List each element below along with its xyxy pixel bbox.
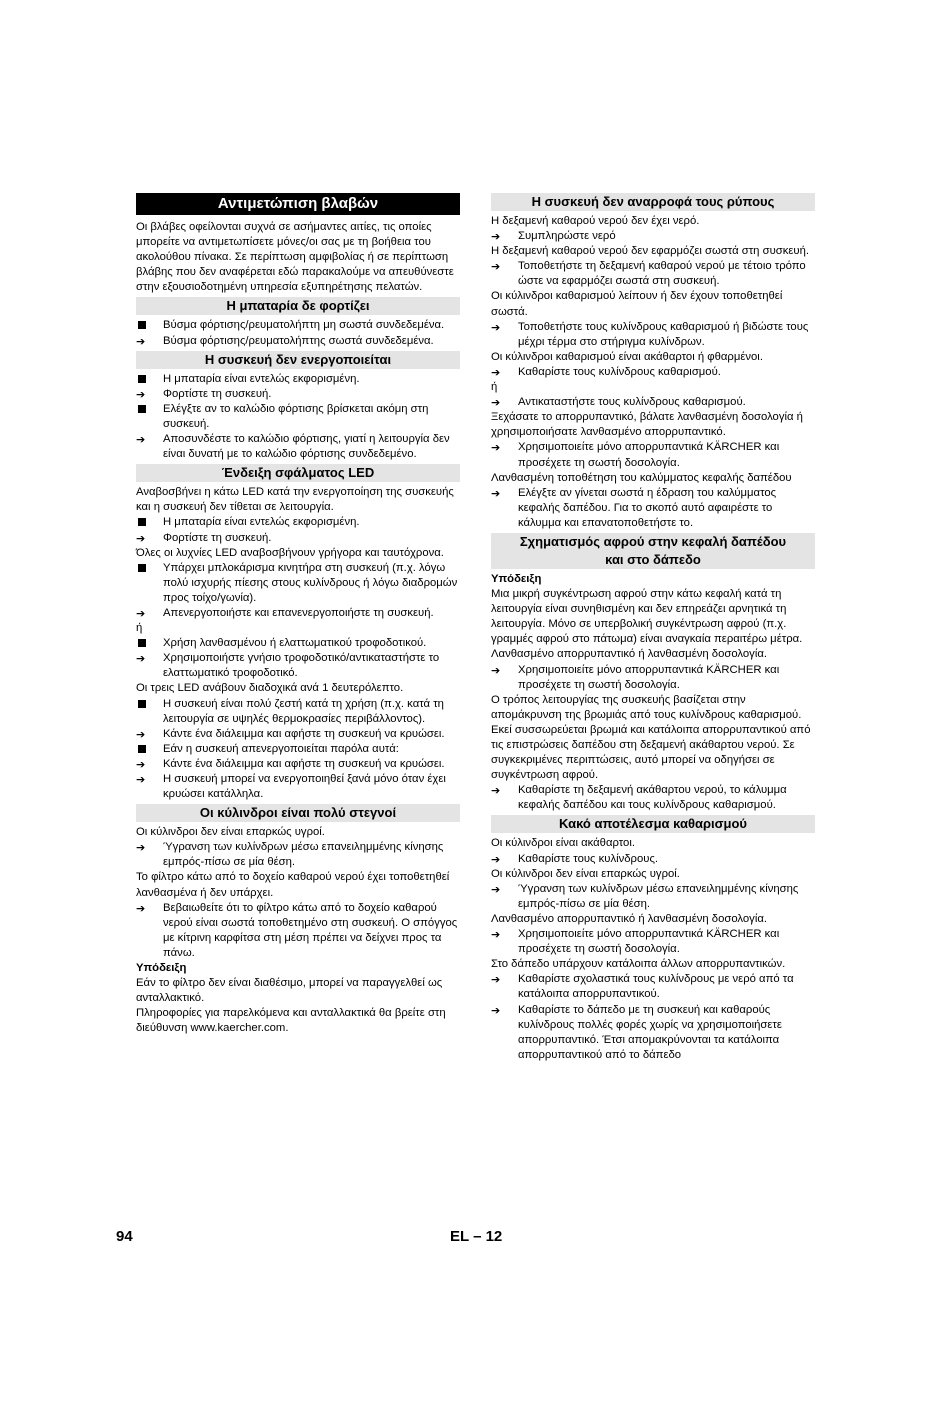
square-bullet-icon (136, 742, 156, 757)
paragraph: Οι κύλινδροι καθαρισμού είναι ακάθαρτοι ή φθαρμένοι. (491, 350, 763, 363)
remedy-item: ➔ Αντικαταστήστε τους κυλίνδρους καθαρισμού. (491, 395, 815, 410)
paragraph: Στο δάπεδο υπάρχουν κατάλοιπα άλλων απορρυπαντικών. (491, 958, 786, 971)
section-heading-led-error: Ένδειξη σφάλματος LED (136, 464, 460, 482)
paragraph: Εάν το φίλτρο δεν είναι διαθέσιμο, μπορεί να παραγγελθεί ως ανταλλακτικό. (136, 977, 443, 1005)
arrow-right-icon (491, 259, 511, 275)
arrow-right-icon (136, 727, 156, 743)
remedy-item: ➔ Κάντε ένα διάλειμμα και αφήστε τη συσκευή να κρυώσει. (136, 727, 460, 742)
paragraph: Λανθασμένη τοποθέτηση του καλύμματος κεφαλής δαπέδου (491, 471, 792, 484)
arrow-right-icon (491, 972, 511, 988)
arrow-right-icon (136, 840, 156, 856)
intro-text: Οι βλάβες οφείλονται συχνά σε ασήμαντες αιτίες, τις οποίες μπορείτε να αντιμετωπίσετε μόνες/οι σας με τη βοήθεια του ακολούθου πίνακα. Σε περίπτωση αμφιβολίας ή σε περίπτωση βλάβης που δεν αναφέρεται εδώ παρακαλούμε να απευθύνεστε στην εξουσιοδοτημένη υπηρεσία εξυπηρέτησης πελατών. (136, 221, 454, 294)
page-code: EL – 12 (450, 1228, 503, 1245)
paragraph: Μια μικρή συγκέντρωση αφρού στην κάτω κεφαλή κατά τη λειτουργία είναι συνηθισμένη και δεν επηρεάζει αρνητικά τη λειτουργία. Μόνο σε υπερβολική συγκέντρωση αφρού (π.χ. γραμμές αφρού στο πάτωμα) είναι αναγκαία περαιτέρω μέτρα. (491, 588, 803, 646)
note-label: Υπόδειξη (136, 962, 187, 975)
square-bullet-icon (136, 515, 156, 530)
remedy-item: ➔ Καθαρίστε το δάπεδο με τη συσκευή και καθαρούς κυλίνδρους πολλές φορές χωρίς να χρησιμοποιήσετε απορρυπαντικό. Έτσι απομακρύνονται τα κατάλοιπα απορρυπαντικού από το δάπεδο (491, 1003, 815, 1063)
remedy-item: ➔ Συμπληρώστε νερό (491, 229, 815, 244)
left-column (136, 193, 460, 1037)
note-label: Υπόδειξη (491, 572, 542, 585)
remedy-item: ➔ Καθαρίστε τη δεξαμενή ακάθαρτου νερού, το κάλυμμα κεφαλής δαπέδου και τους κυλίνδρους καθαρισμού. (491, 783, 815, 813)
remedy-item: ➔ Ύγρανση των κυλίνδρων μέσω επανειλημμένης κίνησης εμπρός-πίσω σε μία θέση. (491, 882, 815, 912)
remedy-item: ➔ Χρησιμοποιείτε μόνο απορρυπαντικά KÄRCHER και προσέχετε τη σωστή δοσολογία. (491, 663, 815, 693)
arrow-right-icon (491, 1003, 511, 1019)
arrow-right-icon (136, 606, 156, 622)
arrow-right-icon (491, 395, 511, 411)
paragraph: Η δεξαμενή καθαρού νερού δεν έχει νερό. (491, 215, 700, 227)
section-heading-battery: Η μπαταρία δε φορτίζει (136, 297, 460, 315)
remedy-item: ➔ Τοποθετήστε τη δεξαμενή καθαρού νερού με τέτοιο τρόπο ώστε να εφαρμόζει σωστά στη συσκευή. (491, 259, 815, 289)
paragraph: Πληροφορίες για παρελκόμενα και ανταλλακτικά θα βρείτε στη διεύθυνση www.kaercher.com. (136, 1007, 446, 1035)
paragraph: Το φίλτρο κάτω από το δοχείο καθαρού νερού έχει τοποθετηθεί λανθασμένα ή δεν υπάρχει. (136, 871, 450, 899)
cause-item: Εάν η συσκευή απενεργοποιείται παρόλα αυτά: (136, 742, 460, 757)
paragraph: Οι τρεις LED ανάβουν διαδοχικά ανά 1 δευτερόλεπτο. (136, 682, 404, 695)
arrow-right-icon (491, 927, 511, 943)
remedy-item: ➔ Καθαρίστε σχολαστικά τους κυλίνδρους με νερό από τα κατάλοιπα απορρυπαντικού. (491, 972, 815, 1002)
square-bullet-icon (136, 372, 156, 387)
arrow-right-icon (491, 882, 511, 898)
remedy-item: ➔ Ύγρανση των κυλίνδρων μέσω επανειλημμένης κίνησης εμπρός-πίσω σε μία θέση. (136, 840, 460, 870)
paragraph: Όλες οι λυχνίες LED αναβοσβήνουν γρήγορα και ταυτόχρονα. (136, 546, 444, 559)
paragraph: Αναβοσβήνει η κάτω LED κατά την ενεργοποίηση της συσκευής και η συσκευή δεν τίθεται σε λειτουργία. (136, 486, 454, 514)
arrow-right-icon (491, 320, 511, 336)
section-heading-poor-result: Κακό αποτέλεσμα καθαρισμού (491, 815, 815, 833)
remedy-item: ➔ Κάντε ένα διάλειμμα και αφήστε τη συσκευή να κρυώσει. (136, 757, 460, 772)
or-text: ή (491, 381, 498, 394)
square-bullet-icon (136, 636, 156, 651)
cause-item: Η συσκευή είναι πολύ ζεστή κατά τη χρήση (π.χ. κατά τη λειτουργία σε υψηλές θερμοκρασίες περιβάλλοντος). (136, 697, 460, 727)
page-footer (0, 1228, 950, 1250)
paragraph: Ξεχάσατε το απορρυπαντικό, βάλατε λανθασμένη δοσολογία ή χρησιμοποιήσατε λανθασμένο απορρυπαντικό. (491, 411, 803, 439)
section-heading-rollers-dry: Οι κύλινδροι είναι πολύ στεγνοί (136, 804, 460, 822)
remedy-item: ➔ Βύσμα φόρτισης/ρευματολήπτης σωστά συνδεδεμένα. (136, 334, 460, 349)
remedy-item: ➔ Φορτίστε τη συσκευή. (136, 531, 460, 546)
remedy-item: ➔ Καθαρίστε τους κυλίνδρους καθαρισμού. (491, 365, 815, 380)
paragraph: Οι κύλινδροι δεν είναι επαρκώς υγροί. (136, 826, 325, 839)
remedy-item: ➔ Καθαρίστε τους κυλίνδρους. (491, 852, 815, 867)
section-heading-line: Σχηματισμός αφρού στην κεφαλή δαπέδου (519, 533, 787, 549)
remedy-item: ➔ Η συσκευή μπορεί να ενεργοποιηθεί ξανά μόνο όταν έχει κρυώσει κατάλληλα. (136, 772, 460, 802)
remedy-item: ➔ Αποσυνδέστε το καλώδιο φόρτισης, γιατί η λειτουργία δεν είναι δυνατή με το καλώδιο φόρτισης συνδεδεμένο. (136, 432, 460, 462)
arrow-right-icon (491, 440, 511, 456)
remedy-item: ➔ Ελέγξτε αν γίνεται σωστά η έδραση του καλύμματος κεφαλής δαπέδου. Για το σκοπό αυτό αφαιρέστε το κάλυμμα και επανατοποθετήστε το. (491, 486, 815, 531)
arrow-right-icon (491, 783, 511, 799)
remedy-item: ➔ Τοποθετήστε τους κυλίνδρους καθαρισμού ή βιδώστε τους μέχρι τέρμα στο στήριγμα κυλίνδρων. (491, 320, 815, 350)
paragraph: Οι κύλινδροι καθαρισμού λείπουν ή δεν έχουν τοποθετηθεί σωστά. (491, 290, 783, 318)
square-bullet-icon (136, 561, 156, 576)
paragraph: Λανθασμένο απορρυπαντικό ή λανθασμένη δοσολογία. (491, 648, 768, 661)
paragraph: Οι κύλινδροι είναι ακάθαρτοι. (491, 837, 635, 850)
section-heading-foam (491, 533, 815, 569)
cause-item: Υπάρχει μπλοκάρισμα κινητήρα στη συσκευή (π.χ. λόγω πολύ ισχυρής πίεσης στους κυλίνδρους ή λόγω διαδρομών προς τοίχο/γωνία). (136, 561, 460, 606)
arrow-right-icon (491, 852, 511, 868)
arrow-right-icon (491, 365, 511, 381)
section-heading-no-power: Η συσκευή δεν ενεργοποιείται (136, 351, 460, 369)
remedy-item: ➔ Χρησιμοποιείτε μόνο απορρυπαντικά KÄRCHER και προσέχετε τη σωστή δοσολογία. (491, 927, 815, 957)
arrow-right-icon (136, 334, 156, 350)
remedy-item: ➔ Βεβαιωθείτε ότι το φίλτρο κάτω από το δοχείο καθαρού νερού είναι σωστά τοποθετημένο στη συσκευή. Ο σπόγγος με κίτρινη καρφίτσα στη μέση πρέπει να δείχνει προς τα πάνω. (136, 901, 460, 961)
square-bullet-icon (136, 697, 156, 712)
cause-item: Η μπαταρία είναι εντελώς εκφορισμένη. (136, 372, 460, 387)
remedy-item: ➔ Φορτίστε τη συσκευή. (136, 387, 460, 402)
section-heading-no-suction: Η συσκευή δεν αναρροφά τους ρύπους (491, 193, 815, 211)
cause-item: Χρήση λανθασμένου ή ελαττωματικού τροφοδοτικού. (136, 636, 460, 651)
arrow-right-icon (136, 757, 156, 773)
arrow-right-icon (136, 651, 156, 667)
remedy-item: ➔ Χρησιμοποιήστε γνήσιο τροφοδοτικό/αντικαταστήστε το ελαττωματικό τροφοδοτικό. (136, 651, 460, 681)
square-bullet-icon (136, 402, 156, 417)
arrow-right-icon (491, 229, 511, 245)
cause-item: Η μπαταρία είναι εντελώς εκφορισμένη. (136, 515, 460, 530)
paragraph: Ο τρόπος λειτουργίας της συσκευής βασίζεται στην απομάκρυνση της βρωμιάς από τους κυλίνδρους καθαρισμού. Εκεί συσσωρεύεται βρωμιά και κατάλοιπα απορρυπαντικού από τις επιστρώσεις δαπέδου στη δεξαμενή ακάθαρτου νερού. Σε συγκεκριμένες περιπτώσεις, αυτό μπορεί να οδηγήσει σε συγκέντρωση αφρού. (491, 693, 811, 782)
square-bullet-icon (136, 318, 156, 333)
cause-item: Ελέγξτε αν το καλώδιο φόρτισης βρίσκεται ακόμη στη συσκευή. (136, 402, 460, 432)
arrow-right-icon (136, 531, 156, 547)
arrow-right-icon (136, 901, 156, 917)
arrow-right-icon (136, 772, 156, 788)
cause-item: Βύσμα φόρτισης/ρευματολήπτη μη σωστά συνδεδεμένα. (136, 318, 460, 333)
arrow-right-icon (491, 486, 511, 502)
section-heading-line: και στο δάπεδο (605, 551, 701, 567)
arrow-right-icon (136, 387, 156, 403)
page-title: Αντιμετώπιση βλαβών (136, 193, 460, 215)
paragraph: Η δεξαμενή καθαρού νερού δεν εφαρμόζει σωστά στη συσκευή. (491, 245, 810, 258)
remedy-item: ➔ Απενεργοποιήστε και επανενεργοποιήστε τη συσκευή. (136, 606, 460, 621)
remedy-item: ➔ Χρησιμοποιείτε μόνο απορρυπαντικά KÄRCHER και προσέχετε τη σωστή δοσολογία. (491, 440, 815, 470)
page-number: 94 (116, 1228, 133, 1245)
paragraph: Λανθασμένο απορρυπαντικό ή λανθασμένη δοσολογία. (491, 912, 768, 925)
right-column (491, 193, 815, 1063)
paragraph: Οι κύλινδροι δεν είναι επαρκώς υγροί. (491, 867, 680, 880)
arrow-right-icon (136, 432, 156, 448)
arrow-right-icon (491, 663, 511, 679)
or-text: ή (136, 622, 143, 635)
